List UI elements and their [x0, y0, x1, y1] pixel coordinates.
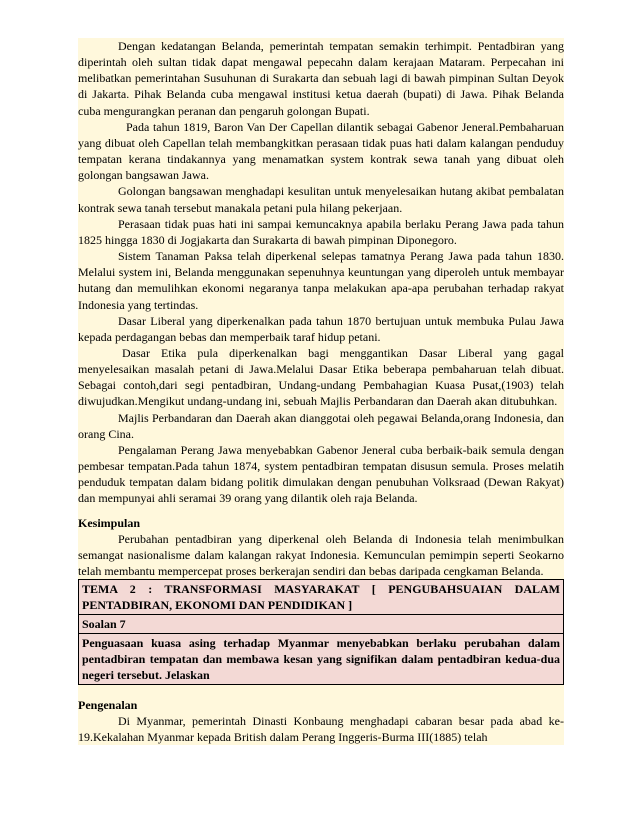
paragraph-majlis-perbandaran: Majlis Perbandaran dan Daerah akan dianggotai oleh pegawai Belanda,orang Indonesia, dan orang Cina. [78, 410, 564, 441]
paragraph-capellan: Pada tahun 1819, Baron Van Der Capellan dilantik sebagai Gabenor Jeneral.Pembaharuan yang dibuat oleh Capellan telah membangkitkan perasaan tidak puas hati dalam kalangan penduduy tempatan kerana tindakannya yang menamatkan system kontrak sewa tanah yang dibuat oleh golongan bangsawan Jawa. [78, 119, 564, 183]
theme-title: TEMA 2 : TRANSFORMASI MASYARAKAT [ PENGUBAHSUAIAN DALAM PENTADBIRAN, EKONOMI DAN PENDIDIKAN ] [79, 580, 563, 615]
paragraph-perang-jawa: Perasaan tidak puas hati ini sampai kemuncaknya apabila berlaku Perang Jawa pada tahun 1825 hingga 1830 di Jogjakarta dan Surakarta di bawah pimpinan Diponegoro. [78, 216, 564, 247]
pengenalan-heading: Pengenalan [78, 698, 138, 712]
kesimpulan-heading: Kesimpulan [78, 515, 141, 530]
pengenalan-text: Di Myanmar, pemerintah Dinasti Konbaung menghadapi cabaran besar pada abad ke-19.Kekalahan Myanmar kepada British dalam Perang Inggeris-Burma III(1885) telah [78, 714, 564, 745]
paragraph-tanaman-paksa: Sistem Tanaman Paksa telah diperkenal selepas tamatnya Perang Jawa pada tahun 1830. Melalui system ini, Belanda menggunakan sepenuhnya keuntungan yang diperoleh untuk membayar hutang dan memulihkan ekonomi negaranya tanpa melakukan apa-apa perubahan terhadap rakyat Indonesia yang tertindas. [78, 249, 564, 312]
paragraph-dasar-liberal: Dasar Liberal yang diperkenalkan pada tahun 1870 bertujuan untuk membuka Pulau Jawa kepada perdagangan bebas dan memperbaik taraf hidup petani. [78, 313, 564, 344]
document-body [78, 38, 564, 745]
spacer [78, 507, 564, 515]
question-label: Soalan 7 [79, 615, 563, 634]
kesimpulan-text: Perubahan pentadbiran yang diperkenal oleh Belanda di Indonesia telah menimbulkan semangat nasionalisme dalam kalangan rakyat Indonesia. Kemunculan pemimpin seperti Seokarno telah membantu mempercepat proses berkerajan sendiri dan bebas daripada cengkaman Belanda. [78, 531, 564, 578]
question-text: Penguasaan kuasa asing terhadap Myanmar menyebabkan berlaku perubahan dalam pentadbiran tempatan dan membawa kesan yang signifikan dalam pentadbiran kedua-dua negeri tersebut. Jelaskan [82, 636, 560, 682]
paragraph-dasar-etika: Dasar Etika pula diperkenalkan bagi menggantikan Dasar Liberal yang gagal menyelesaikan masalah petani di Jawa.Melalui Dasar Etika beberapa pembaharuan telah dibuat. Sebagai contoh,dari segi pentadbiran, Undang-undang Pembahagian Kuasa Pusat,(1903) telah diwujudkan.Mengikut undang-undang ini, sebuah Majlis Perbandaran dan Daerah akan ditubuhkan. [78, 345, 564, 409]
paragraph-kedatangan-belanda: Dengan kedatangan Belanda, pemerintah tempatan semakin terhimpit. Pentadbiran yang diperintah oleh sultan tidak dapat mengawal pepecahn dalam kerajaan Mataram. Perpecahan ini melibatkan pemerintahan Susuhunan di Surakarta dan sebuah lagi di bawah pimpinan Sultan Deyok di Jakarta. Pihak Belanda cuba mengawal institusi ketua daerah (bupati) di Jawa. Pihak Belanda cuba mengurangkan peranan dan pengaruh golongan Bupati. [78, 39, 564, 118]
theme-box [78, 579, 564, 685]
spacer [78, 685, 564, 697]
paragraph-pengalaman-perang-jawa: Pengalaman Perang Jawa menyebabkan Gabenor Jeneral cuba berbaik-baik semula dengan pembesar tempatan.Pada tahun 1874, system pentadbiran tempatan disusun semula. Proses melatih penduduk tempatan dalam bidang politik dimulakan dengan penubuhan Volksraad (Dewan Rakyat) dan mempunyai ahli seramai 39 orang yang dilantik oleh raja Belanda. [78, 442, 564, 506]
paragraph-golongan-bangsawan: Golongan bangsawan menghadapi kesulitan untuk menyelesaikan hutang akibat pembalatan kontrak sewa tanah tersebut manakala petani pula hilang pekerjaan. [78, 184, 564, 215]
